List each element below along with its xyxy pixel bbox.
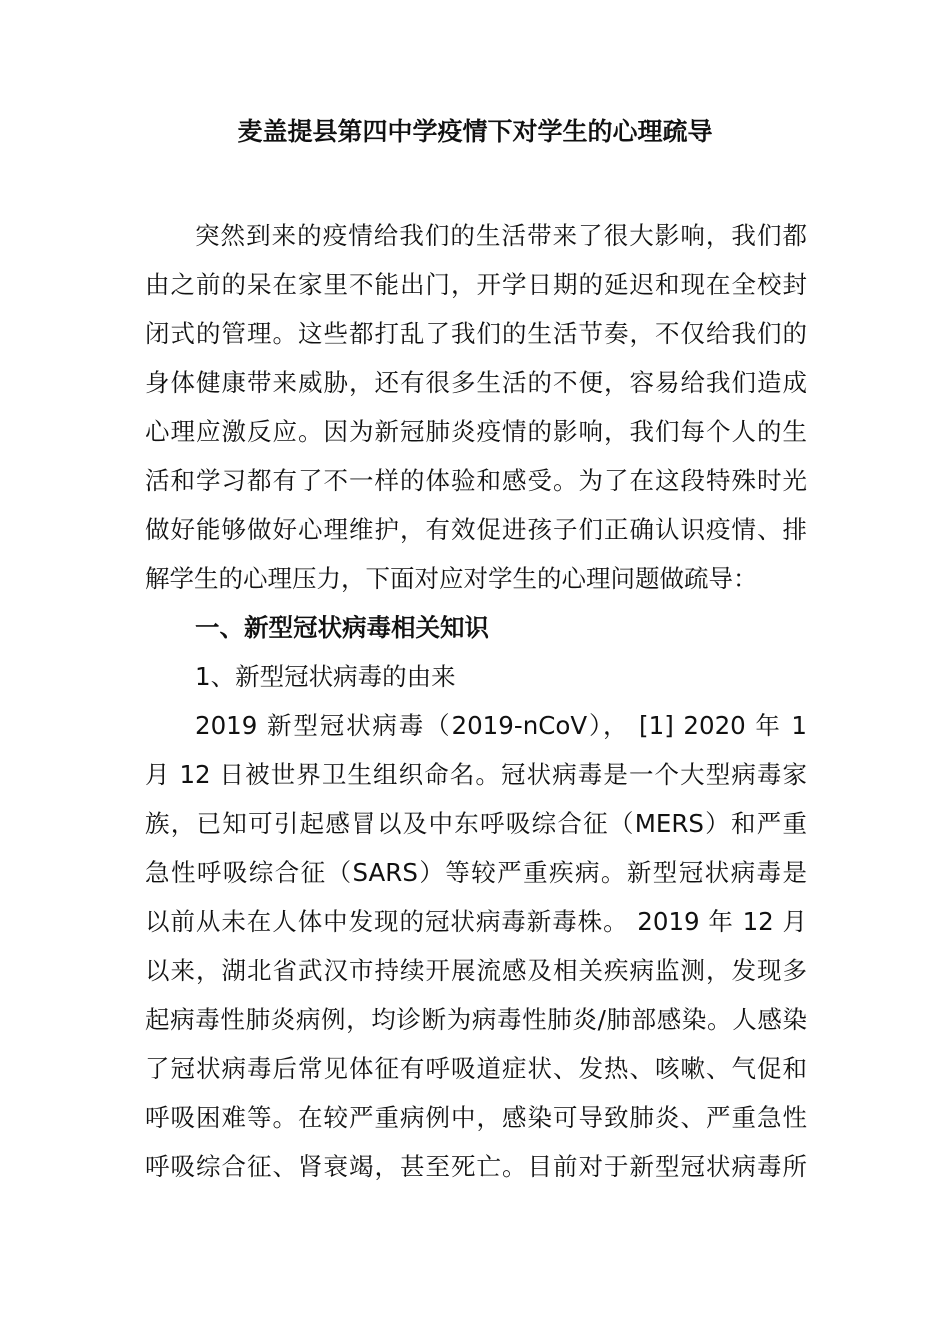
paragraph-1-line: 做好能够做好心理维护，有效促进孩子们正确认识疫情、排 bbox=[145, 515, 807, 544]
paragraph-2-line: 月 12 日被世界卫生组织命名。冠状病毒是一个大型病毒家 bbox=[145, 760, 807, 789]
paragraph-2-line: 以来，湖北省武汉市持续开展流感及相关疾病监测，发现多 bbox=[145, 956, 807, 985]
paragraph-2-line: 起病毒性肺炎病例，均诊断为病毒性肺炎/肺部感染。人感染 bbox=[145, 1005, 807, 1034]
document-title: 麦盖提县第四中学疫情下对学生的心理疏导 bbox=[237, 117, 713, 146]
paragraph-1-line: 身体健康带来威胁，还有很多生活的不便，容易给我们造成 bbox=[145, 368, 807, 397]
paragraph-2-line: 以前从未在人体中发现的冠状病毒新毒株。 2019 年 12 月 bbox=[145, 907, 807, 936]
paragraph-1-line: 活和学习都有了不一样的体验和感受。为了在这段特殊时光 bbox=[145, 466, 807, 495]
subsection-heading: 1、新型冠状病毒的由来 bbox=[195, 662, 456, 691]
paragraph-1-line: 闭式的管理。这些都打乱了我们的生活节奏，不仅给我们的 bbox=[145, 319, 807, 348]
paragraph-1-line: 解学生的心理压力，下面对应对学生的心理问题做疏导： bbox=[145, 564, 758, 593]
section-heading: 一、新型冠状病毒相关知识 bbox=[195, 613, 489, 642]
paragraph-1-line: 心理应激反应。因为新冠肺炎疫情的影响，我们每个人的生 bbox=[145, 417, 807, 446]
paragraph-1-line: 由之前的呆在家里不能出门，开学日期的延迟和现在全校封 bbox=[145, 270, 807, 299]
paragraph-2-line: 2019 新型冠状病毒（2019-nCoV）， [1] 2020 年 1 bbox=[195, 711, 807, 740]
paragraph-1-line: 突然到来的疫情给我们的生活带来了很大影响，我们都 bbox=[195, 221, 807, 250]
paragraph-2-line: 急性呼吸综合征（SARS）等较严重疾病。新型冠状病毒是 bbox=[145, 858, 807, 887]
paragraph-2-line: 了冠状病毒后常见体征有呼吸道症状、发热、咳嗽、气促和 bbox=[145, 1054, 807, 1083]
paragraph-2-line: 呼吸综合征、肾衰竭，甚至死亡。目前对于新型冠状病毒所 bbox=[145, 1152, 807, 1181]
paragraph-2-line: 呼吸困难等。在较严重病例中，感染可导致肺炎、严重急性 bbox=[145, 1103, 807, 1132]
paragraph-2-line: 族，已知可引起感冒以及中东呼吸综合征（MERS）和严重 bbox=[145, 809, 807, 838]
